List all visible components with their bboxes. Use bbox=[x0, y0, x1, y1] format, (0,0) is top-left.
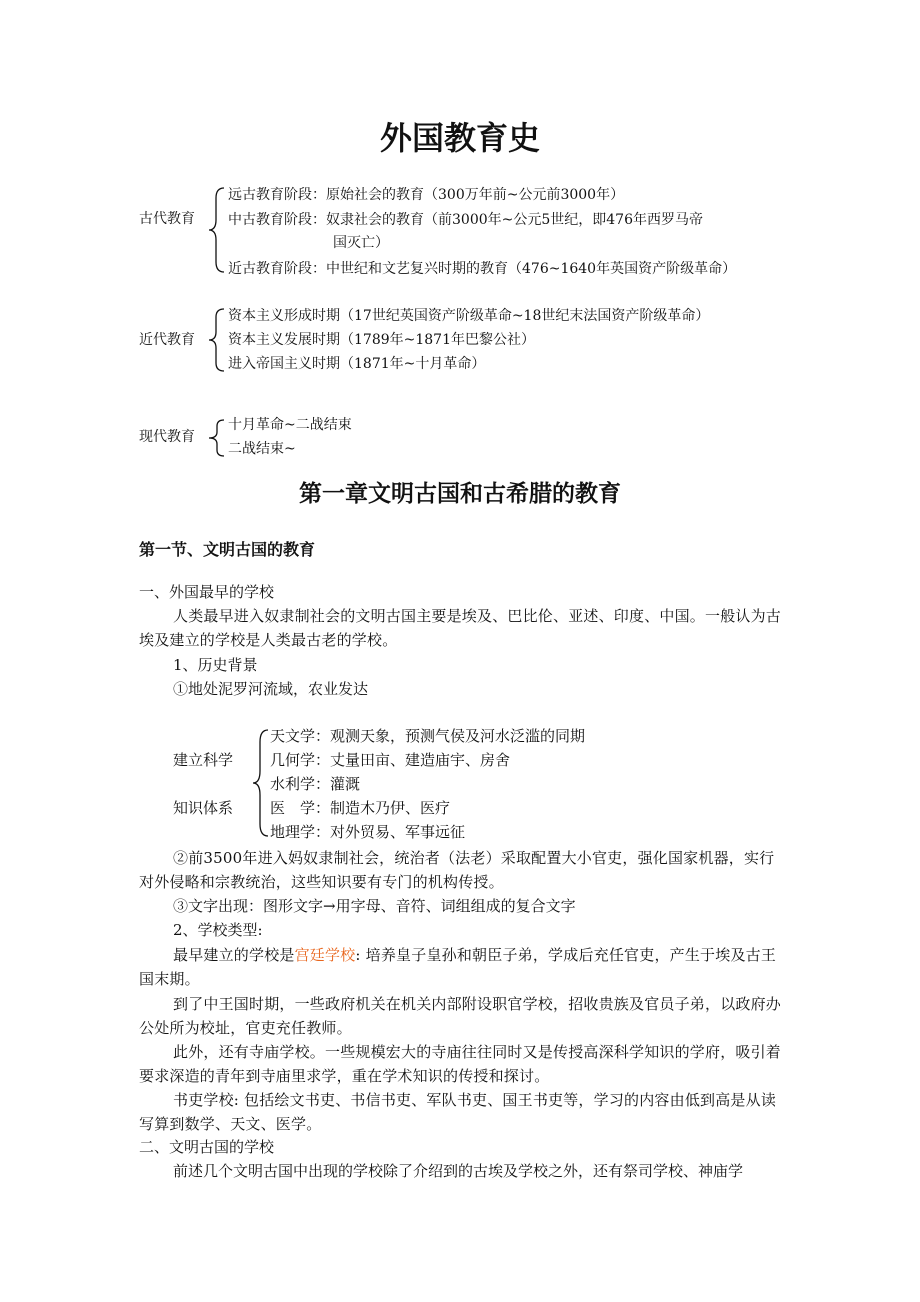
science-item-astronomy: 天文学：观测天象，预测气侯及河水泛滥的同期 bbox=[270, 727, 586, 745]
ancient-brace bbox=[206, 186, 226, 274]
modern-label: 近代教育 bbox=[139, 332, 195, 348]
court-school-highlight: 宫廷学校 bbox=[294, 946, 356, 964]
science-item-hydraulics: 水利学：灌溉 bbox=[270, 775, 361, 793]
modern-brace bbox=[206, 307, 226, 373]
page-title: 外国教育史 bbox=[379, 119, 540, 157]
paragraph-temple-school: 此外，还有寺庙学校。一些规模宏大的寺庙往往同时又是传授高深科学知识的学府，吸引着要求深造的青年到寺庙里求学，重在学术知识的传授和探讨。 bbox=[139, 1043, 782, 1085]
paragraph-scribe-school: 书吏学校: 包括绘文书吏、书信书吏、军队书吏、国王书吏等，学习的内容由低到高是从读写算到数学、天文、医学。 bbox=[139, 1091, 777, 1133]
science-label-top: 建立科学 bbox=[173, 751, 234, 769]
contemporary-item-1: 十月革命~二战结束 bbox=[228, 417, 352, 433]
court-school-post: : 培养皇子皇孙和朝臣子弟，学成后充任官吏，产生于埃及古王国末期。 bbox=[139, 946, 777, 988]
ancient-item-1: 远古教育阶段：原始社会的教育（300万年前~公元前3000年） bbox=[228, 187, 625, 203]
science-item-geography: 地理学：对外贸易、军事远征 bbox=[270, 823, 466, 841]
part1-heading: 一、外国最早的学校 bbox=[139, 583, 275, 601]
modern-item-1: 资本主义形成时期（17世纪英国资产阶级革命~18世纪末法国资产阶级革命） bbox=[228, 308, 710, 324]
contemporary-brace bbox=[206, 418, 226, 458]
court-school-pre: 最早建立的学校是 bbox=[173, 946, 295, 964]
ancient-label: 古代教育 bbox=[139, 211, 195, 227]
section-title: 第一节、文明古国的教育 bbox=[139, 540, 316, 559]
science-item-medicine: 医 学：制造木乃伊、医疗 bbox=[270, 799, 451, 817]
part1-sub1: 1、历史背景 bbox=[173, 656, 258, 674]
ancient-item-2: 中古教育阶段：奴隶社会的教育（前3000年~公元5世纪，即476年西罗马帝 bbox=[228, 212, 703, 228]
part1-point3: ③文字出现：图形文字→用字母、音符、词组组成的复合文字 bbox=[173, 897, 576, 915]
part1-point1: ①地处泥罗河流域，农业发达 bbox=[173, 680, 369, 698]
ancient-item-2-cont: 国灭亡） bbox=[333, 235, 389, 251]
contemporary-item-2: 二战结束~ bbox=[228, 441, 296, 457]
paragraph-official-school: 到了中王国时期，一些政府机关在机关内部附设职官学校，招收贵族及官员子弟，以政府办公处所为校址，官吏充任教师。 bbox=[139, 995, 782, 1037]
contemporary-label: 现代教育 bbox=[139, 429, 195, 445]
chapter-title: 第一章文明古国和古希腊的教育 bbox=[299, 480, 621, 507]
modern-item-2: 资本主义发展时期（1789年~1871年巴黎公社） bbox=[228, 332, 535, 348]
part2-paragraph: 前述几个文明古国中出现的学校除了介绍到的古埃及学校之外，还有祭司学校、神庙学 bbox=[173, 1162, 744, 1180]
part1-point2: ②前3500年进入妈奴隶制社会，统治者（法老）采取配置大小官吏，强化国家机器，实行对外侵略和宗教统治，这些知识要有专门的机构传授。 bbox=[139, 849, 775, 891]
science-label-bottom: 知识体系 bbox=[173, 799, 234, 817]
science-item-geometry: 几何学：丈量田亩、建造庙宇、房舍 bbox=[270, 751, 511, 769]
part1-intro: 人类最早进入奴隶制社会的文明古国主要是埃及、巴比伦、亚述、印度、中国。一般认为古埃及建立的学校是人类最古老的学校。 bbox=[139, 607, 782, 649]
paragraph-court-school bbox=[139, 943, 781, 991]
modern-item-3: 进入帝国主义时期（1871年~十月革命） bbox=[228, 356, 486, 372]
ancient-item-3: 近古教育阶段：中世纪和文艺复兴时期的教育（476~1640年英国资产阶级革命） bbox=[228, 261, 737, 277]
science-brace bbox=[250, 728, 270, 838]
part2-heading: 二、文明古国的学校 bbox=[139, 1138, 275, 1156]
part1-sub2: 2、学校类型: bbox=[173, 921, 263, 939]
